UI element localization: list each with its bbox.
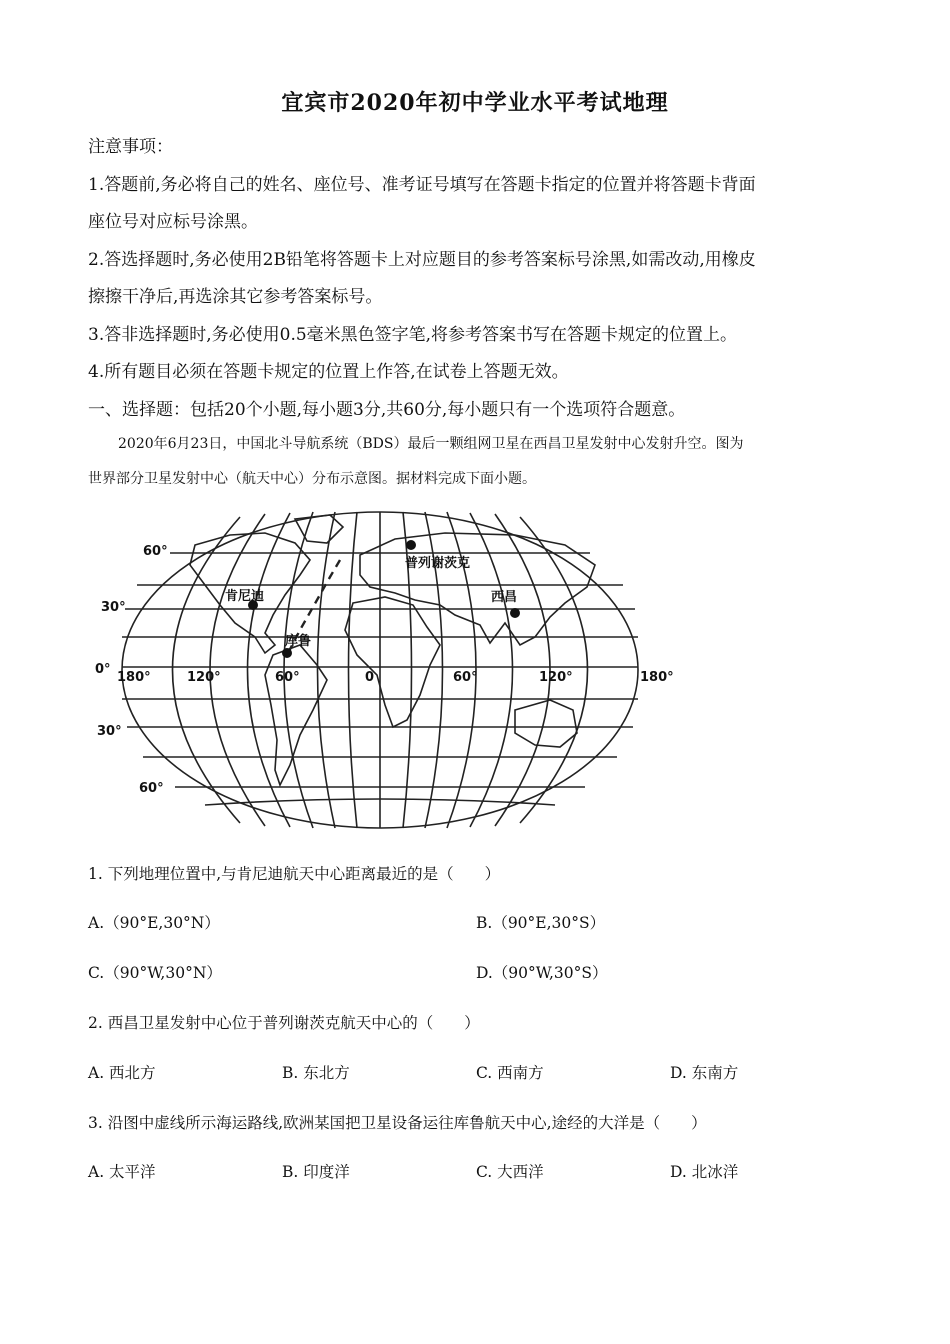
notice-item-1-line-2: 座位号对应标号涂黑。 [88,212,258,232]
question-2-stem: 2. 西昌卫星发射中心位于普列谢茨克航天中心的（ ） [88,1014,480,1032]
center-label-xichang: 西昌 [491,590,518,605]
center-label-kourou: 库鲁 [285,634,312,649]
lon-label-180e: 180° [640,670,674,685]
notice-item-1-line-1: 1.答题前,务必将自己的姓名、座位号、准考证号填写在答题卡指定的位置并将答题卡背面 [88,175,756,195]
lon-label-180w: 180° [117,670,151,685]
question-2-option-a[interactable]: A. 西北方 [88,1064,156,1082]
question-3-option-d[interactable]: D. 北冰洋 [670,1163,739,1181]
question-2-option-d[interactable]: D. 东南方 [670,1064,739,1082]
notice-heading: 注意事项： [88,137,173,157]
lat-label-60n: 60° [143,544,168,559]
notice-item-4: 4.所有题目必须在答题卡规定的位置上作答,在试卷上答题无效。 [88,362,569,382]
material-text-line-1: 2020年6月23日，中国北斗导航系统（BDS）最后一颗组网卫星在西昌卫星发射中心发射升空。图为 [118,436,744,452]
notice-item-3: 3.答非选择题时,务必使用0.5毫米黑色签字笔,将参考答案书写在答题卡规定的位置上。 [88,325,738,345]
question-3-option-b[interactable]: B. 印度洋 [282,1163,350,1181]
lon-label-120w: 120° [187,670,221,685]
center-label-kennedy: 肯尼迪 [225,589,265,604]
notice-item-2-line-1: 2.答选择题时,务必使用2B铅笔将答题卡上对应题目的参考答案标号涂黑,如需改动,用橡皮 [88,250,756,270]
lat-label-60s: 60° [139,781,164,796]
kourou-marker [282,648,292,658]
question-3-stem: 3. 沿图中虚线所示海运路线,欧洲某国把卫星设备运往库鲁航天中心,途经的大洋是（ ） [88,1114,707,1132]
africa-outline [345,597,440,727]
lat-label-30s: 30° [97,724,122,739]
australia-outline [515,700,577,747]
page-title: 宜宾市2020年初中学业水平考试地理 [281,90,669,116]
lon-label-60e: 60° [453,670,478,685]
question-3-option-a[interactable]: A. 太平洋 [88,1163,156,1181]
question-1-option-c[interactable]: C.（90°W,30°N） [88,964,222,982]
xichang-marker [510,608,520,618]
question-1-stem: 1. 下列地理位置中,与肯尼迪航天中心距离最近的是（ ） [88,865,501,883]
eurasia-outline [360,533,595,645]
world-map-figure [95,505,695,830]
material-text-line-2: 世界部分卫星发射中心（航天中心）分布示意图。据材料完成下面小题。 [88,471,536,487]
question-1-option-a[interactable]: A.（90°E,30°N） [88,914,220,932]
question-2-option-b[interactable]: B. 东北方 [282,1064,350,1082]
question-3-option-c[interactable]: C. 大西洋 [476,1163,544,1181]
section-1-heading: 一、选择题：包括20个小题,每小题3分,共60分,每小题只有一个选项符合题意。 [88,400,686,420]
question-1-option-d[interactable]: D.（90°W,30°S） [476,964,608,982]
lat-label-0: 0° [95,662,111,677]
question-1-option-b[interactable]: B.（90°E,30°S） [476,914,606,932]
notice-item-2-line-2: 擦擦干净后,再选涂其它参考答案标号。 [88,287,383,307]
center-label-plesetsk: 普列谢茨克 [405,556,471,571]
lon-label-120e: 120° [539,670,573,685]
lon-label-60w: 60° [275,670,300,685]
lat-label-30n: 30° [101,600,126,615]
meridian [349,512,358,828]
plesetsk-marker [406,540,416,550]
lon-label-0: 0 [365,670,375,685]
south-america-outline [265,645,327,785]
question-2-option-c[interactable]: C. 西南方 [476,1064,544,1082]
